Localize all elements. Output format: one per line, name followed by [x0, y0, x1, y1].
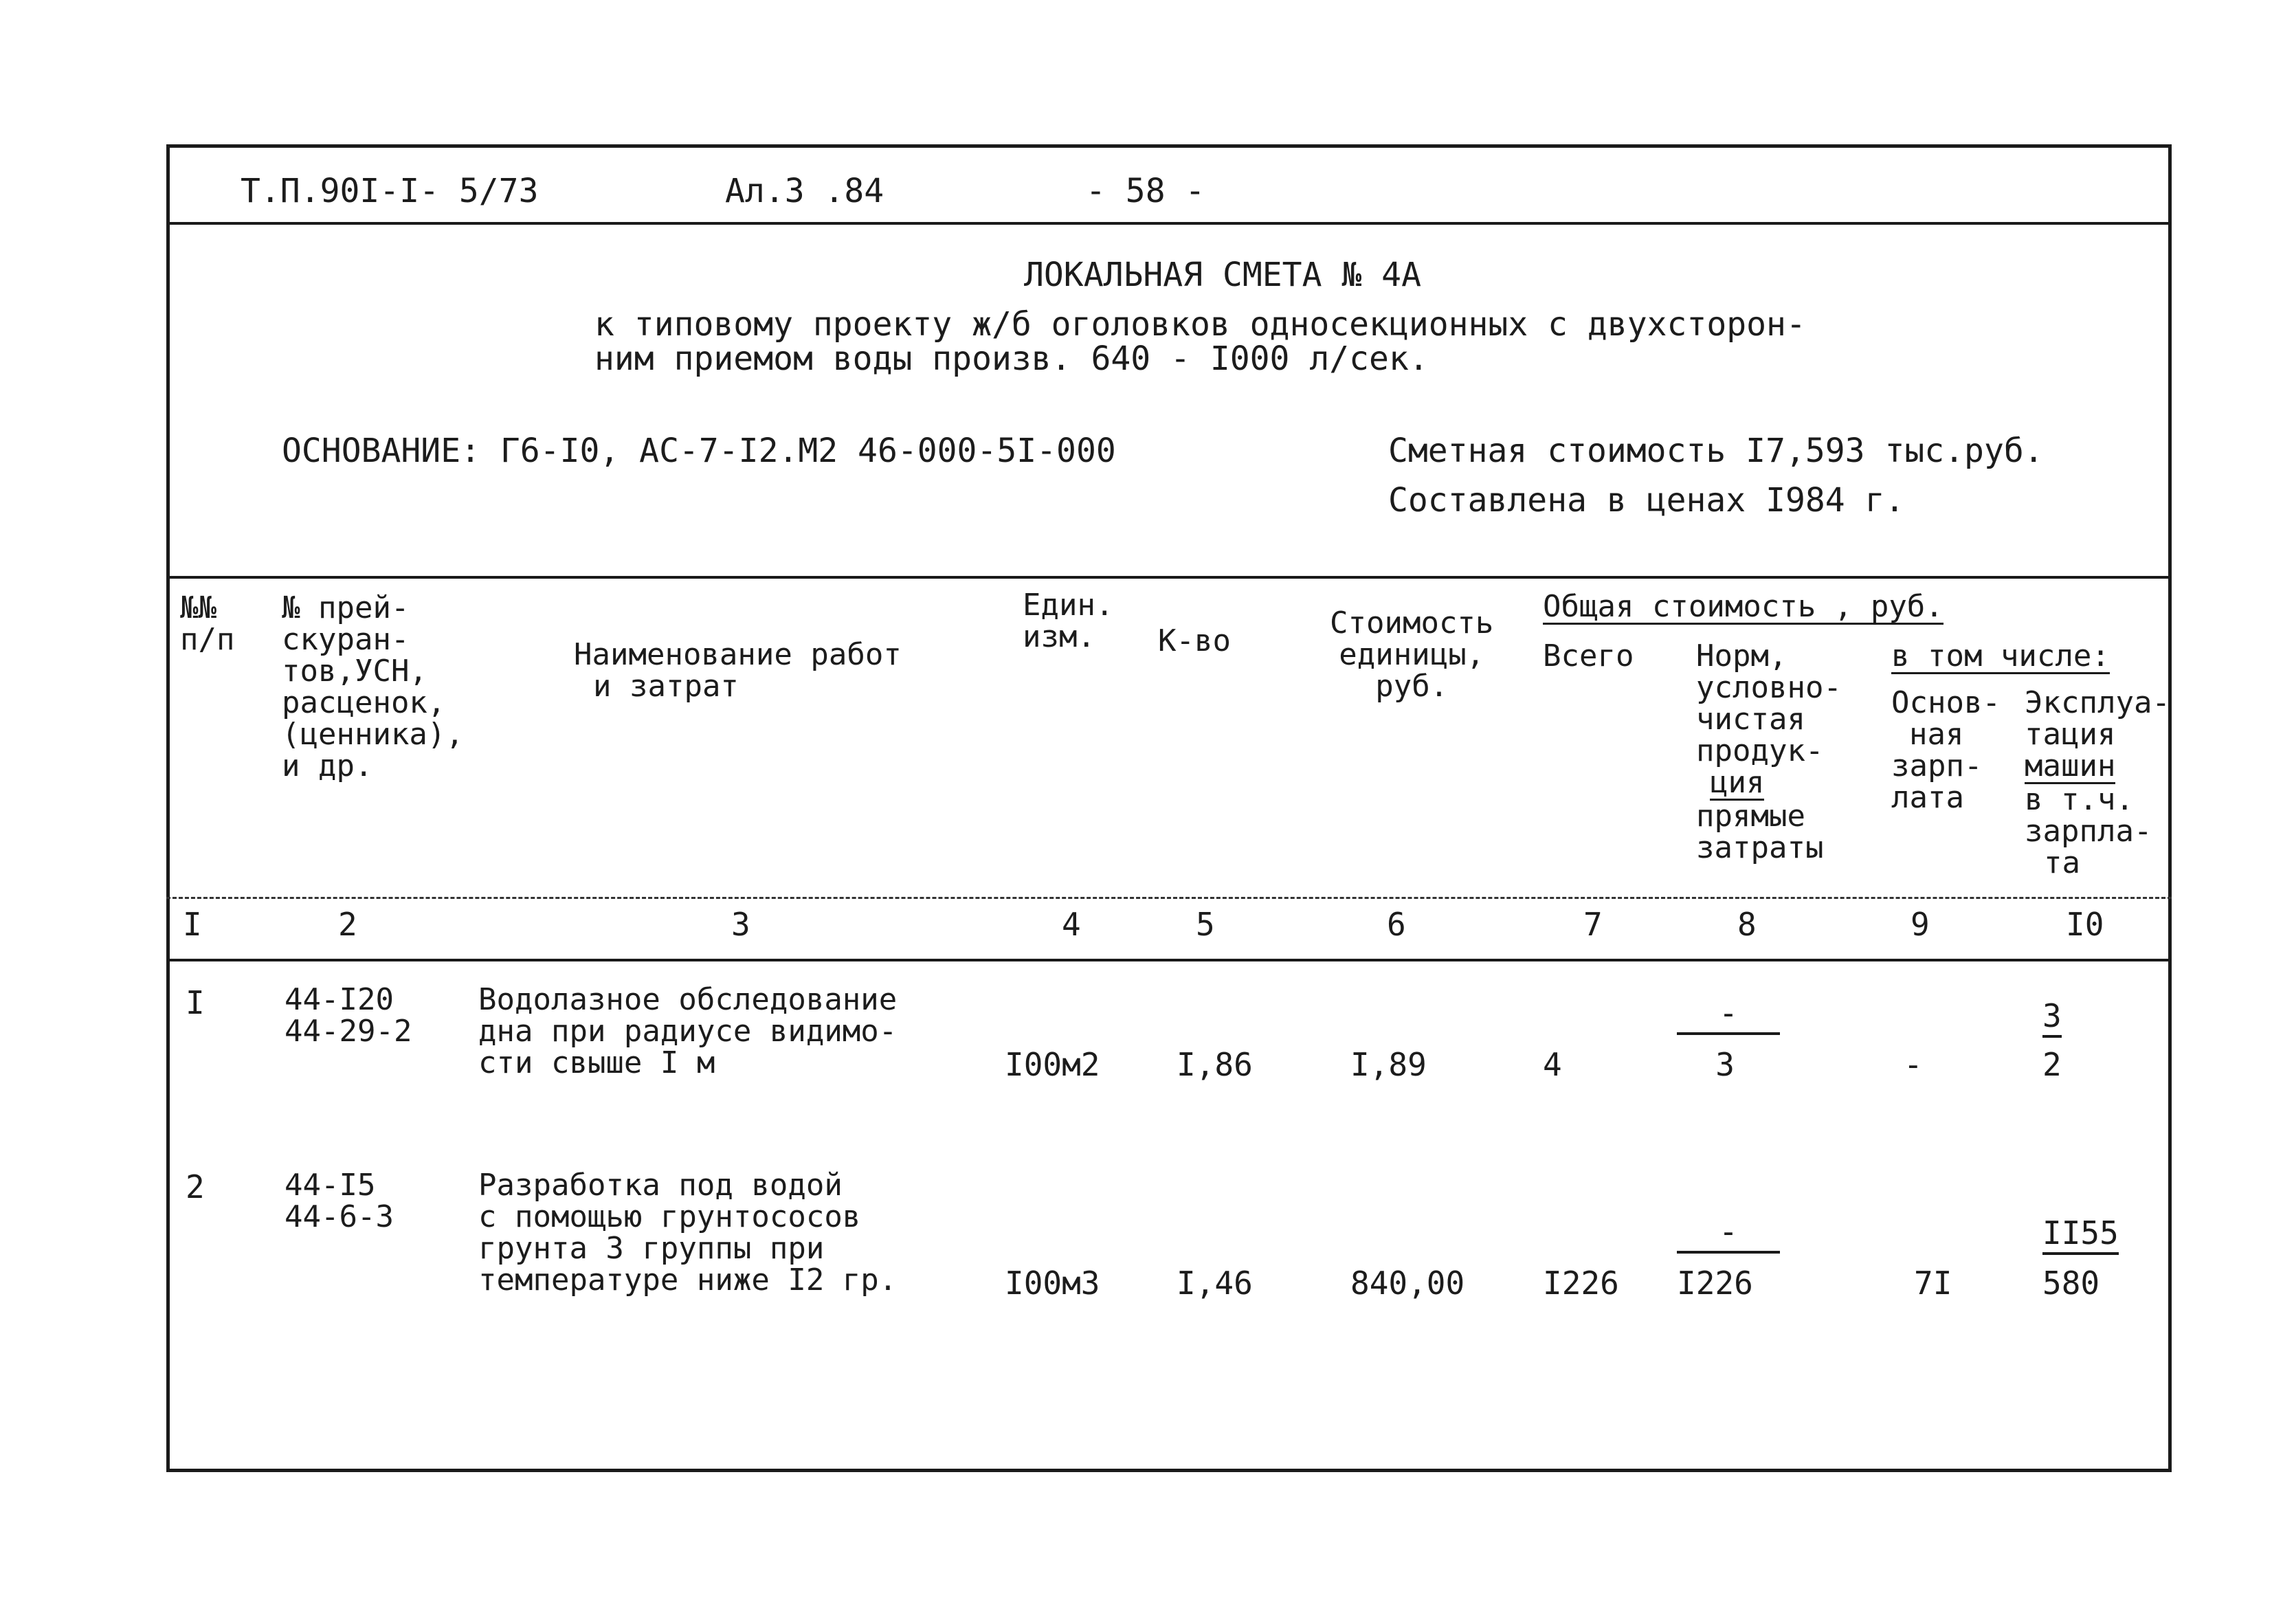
- col-number-8: 8: [1737, 906, 1757, 943]
- group-header-total-cost: Общая стоимость , руб.: [1543, 589, 1944, 624]
- row1-wage: -: [1904, 1046, 1923, 1083]
- row2-name: Разработка под водой с помощью грунтососов грунта 3 группы при температуре ниже I2 гр.: [478, 1168, 898, 1298]
- row1-unit: I00м2: [1005, 1046, 1100, 1083]
- col-header-9: Основ- ная зарп- лата: [1891, 685, 2001, 815]
- row1-mach-top: 3: [2042, 997, 2062, 1038]
- row1-num: I: [186, 984, 205, 1021]
- header-bottom-rule: [166, 897, 2172, 899]
- row1-total: 4: [1543, 1046, 1562, 1083]
- row1-norm-bottom: 3: [1715, 1046, 1735, 1083]
- col-number-5: 5: [1196, 906, 1215, 943]
- col-header-4: Един. изм.: [1023, 588, 1114, 654]
- estimate-subtitle-2: ним приемом воды произв. 640 - I000 л/сек.: [594, 340, 1429, 378]
- row2-unit: I00м3: [1005, 1265, 1100, 1302]
- price-level: Составлена в ценах I984 г.: [1388, 481, 1905, 520]
- col-number-3: 3: [731, 906, 750, 943]
- row1-codes: 44-I20 44-29-2: [285, 982, 412, 1049]
- col-header-7: Всего: [1543, 638, 1634, 674]
- col-number-1: I: [183, 906, 202, 943]
- row1-unit-cost: I,89: [1350, 1046, 1427, 1083]
- row2-codes: 44-I5 44-6-3: [285, 1168, 394, 1234]
- col-number-6: 6: [1387, 906, 1406, 943]
- album-ref: Ал.3 .84: [725, 172, 884, 210]
- estimated-cost: Сметная стоимость I7,593 тыс.руб.: [1388, 432, 2044, 470]
- row2-total: I226: [1543, 1265, 1619, 1302]
- row2-mach-top: II55: [2042, 1214, 2119, 1255]
- col-number-2: 2: [338, 906, 357, 943]
- col-number-4: 4: [1062, 906, 1081, 943]
- row1-qty: I,86: [1177, 1046, 1253, 1083]
- basis-label: ОСНОВАНИЕ: Г6-I0, АС-7-I2.М2 46-000-5I-000: [282, 432, 1116, 470]
- col-header-6: Стоимость единицы, руб.: [1330, 605, 1494, 704]
- col-header-3: Наименование работ и затрат: [574, 637, 902, 704]
- row2-wage: 7I: [1914, 1265, 1952, 1302]
- col-header-5: К-во: [1158, 623, 1231, 658]
- row2-unit-cost: 840,00: [1350, 1265, 1465, 1302]
- estimate-subtitle-1: к типовому проекту ж/б оголовков односекционных с двухсторон-: [594, 305, 1806, 344]
- row1-name: Водолазное обследование дна при радиусе видимо- сти свыше I м: [478, 982, 898, 1080]
- col-header-1: №№ п/п: [180, 590, 235, 657]
- group-header-including: в том числе:: [1891, 638, 2110, 674]
- col-number-9: 9: [1911, 906, 1930, 943]
- numbers-bottom-rule: [166, 959, 2172, 961]
- col-header-10: Эксплуа- тация машин в т.ч. зарпла- та: [2025, 685, 2170, 880]
- table-top-rule: [166, 576, 2172, 579]
- header-divider: [166, 222, 2172, 225]
- row2-norm-top: -: [1677, 1212, 1780, 1254]
- estimate-title: ЛОКАЛЬНАЯ СМЕТА № 4А: [1024, 256, 1421, 294]
- row2-qty: I,46: [1177, 1265, 1253, 1302]
- row2-num: 2: [186, 1168, 205, 1205]
- row1-norm-top: -: [1677, 994, 1780, 1035]
- col-header-2: № прей- скуран- тов,УСН, расценок, (ценника), и др.: [282, 590, 464, 783]
- row2-mach-bottom: 580: [2042, 1265, 2100, 1302]
- row1-mach-bottom: 2: [2042, 1046, 2062, 1083]
- col-number-7: 7: [1583, 906, 1603, 943]
- page-number: - 58 -: [1086, 172, 1205, 210]
- col-number-10: I0: [2066, 906, 2104, 943]
- doc-code: Т.П.90I-I- 5/73: [241, 172, 539, 210]
- row2-norm-bottom: I226: [1677, 1265, 1753, 1302]
- col-header-8: Норм, условно- чистая продук- ция прямые затраты: [1696, 638, 1842, 865]
